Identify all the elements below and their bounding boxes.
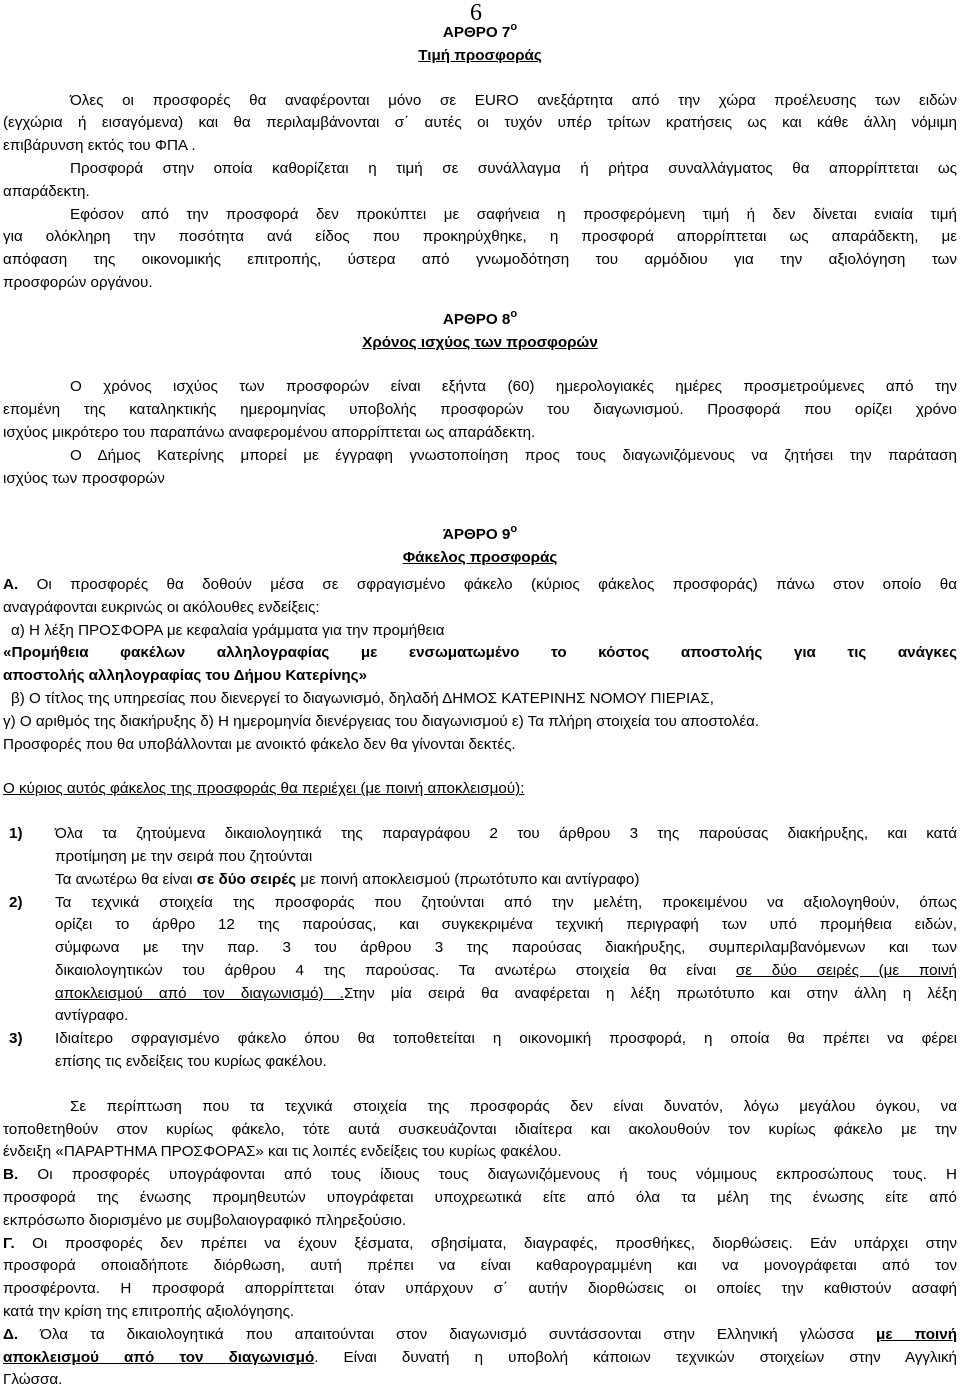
article-8-paragraph-1: Ο χρόνος ισχύος των προσφορών είναι εξήντα (60) ημερολογιακές ημέρες προσμετρούμενες από την επομένη της καταληκτικής ημερομηνίας υποβολής προσφορών του διαγωνισμού. Προσφορά που ορίζει χρόνο ισχύος μικρότερο του παραπάνω αναφερομένου απορρίπτεται ως απαράδεκτη. (3, 378, 957, 441)
article-7-paragraph-2: Προσφορά στην οποία καθορίζεται η τιμή σε συνάλλαγμα ή ρήτρα συναλλάγματος θα απορρίπτεται ως απαράδεκτη. (3, 159, 957, 200)
article-7-subtitle: Τιμή προσφοράς (418, 46, 542, 64)
document-page (3, 0, 957, 1392)
list-item-1: 1) Όλα τα ζητούμενα δικαιολογητικά της παραγράφου 2 του άρθρου 3 της παρούσας διακήρυξης, και κατά προτίμηση με την σειρά που ζητούνται Τα ανωτέρω θα είναι σε δύο σειρές με ποινή αποκλεισμού (πρωτότυπο και αντίγραφο) (9, 825, 957, 888)
page-number: 6 (470, 0, 482, 26)
article-8-subtitle: Χρόνος ισχύος των προσφορών (362, 333, 598, 351)
main-envelope-contents: Ο κύριος αυτός φάκελος της προσφοράς θα περιέχει (με ποινή αποκλεισμού): (3, 780, 525, 798)
article-9-section-a: Α. Οι προσφορές θα δοθούν μέσα σε σφραγισμένο φάκελο (κύριος φάκελος προσφοράς) πάνω στον οποίο θα αναγράφονται ευκρινώς οι ακόλουθες ενδείξεις: α) Η λέξη ΠΡΟΣΦΟΡΑ με κεφαλαία γράμματα για την προμήθεια «Προμήθεια φακέλων αλληλογραφίας με ενσωματωμένο το κόστος αποστολής για τις ανάγκες αποστολής αλληλογραφίας του Δήμου Κατερίνης» β) Ο τίτλος της υπηρεσίας που διενεργεί το διαγωνισμό, δηλαδή ΔΗΜΟΣ ΚΑΤΕΡΙΝΗΣ ΝΟΜΟΥ ΠΙΕΡΙΑΣ, γ) Ο αριθμός της διακήρυξης δ) Η ημερομηνία διενέργειας του διαγωνισμού ε) Τα πλήρη στοιχεία του αποστολέα. Προσφορές που θα υποβάλλονται με ανοικτό φάκελο δεν θα γίνονται δεκτές. (3, 575, 957, 753)
article-8-paragraph-2: Ο Δήμος Κατερίνης μπορεί με έγγραφη γνωστοποίηση προς τους διαγωνιζόμενους να ζητήσει την παράταση ισχύος των προσφορών (3, 446, 957, 487)
article-7-paragraph-3: Εφόσον από την προσφορά δεν προκύπτει με σαφήνεια η προσφερόμενη τιμή ή δεν δίνεται ενιαία τιμή για ολόκληρη την ποσότητα ανά είδος που προκηρύχθηκε, η προσφορά απορρίπτεται ως απαράδεκτη, με απόφαση της οικονομικής επιτροπής, ύστερα από γνωμοδότηση του αρμόδιου για την αξιολόγηση των προσφορών οργάνου. (3, 205, 957, 291)
article-9-heading: ΆΡΘΡΟ $9^o$ (442, 523, 518, 544)
list-item-2: 2) Τα τεχνικά στοιχεία της προσφοράς που ζητούνται από την μελέτη, προκειμένου να αξιολογηθούν, όπως ορίζει το άρθρο 12 της παρούσας, και συγκεκριμένα τεχνική περιγραφή των υπό προμήθεια ειδών, σύμφωνα με την παρ. 3 του άρθρου 3 της παρούσας διακήρυξης, συμπεριλαμβανόμενων και των δικαιολογητικών του άρθρου 4 της παρούσας. Τα ανωτέρω στοιχεία θα είναι σε δύο σειρές (με ποινή αποκλεισμού από τον διαγωνισμό) .Στην μία σειρά θα αναφέρεται η λέξη πρωτότυπο και στην άλλη η λέξη αντίγραφο. (9, 893, 957, 1025)
article-8-heading: ΑΡΘΡΟ $8^o$ (442, 307, 518, 328)
article-9-section-c: Γ. Οι προσφορές δεν πρέπει να έχουν ξέσματα, σβησίματα, διαγραφές, προσθήκες, διορθώσεις. Εάν υπάρχει στην προσφορά οποιαδήποτε διόρθωση, αυτή πρέπει να είναι καθαρογραμμένη και να μονογράφεται από τον προσφέροντα. Η προσφορά απορρίπτεται όταν υπάρχουν σ΄ αυτήν διορθώσεις οι οποίες την καθιστούν ασαφή κατά την κρίση της επιτροπής αξιολόγησης. (3, 1234, 957, 1321)
list-item-3: 3) Ιδιαίτερο σφραγισμένο φάκελο όπου θα τοποθετείται η οικονομική προσφορά, η οποία θα πρέπει να φέρει επίσης τις ενδείξεις του κυρίως φακέλου. (9, 1030, 957, 1071)
article-7-heading: ΑΡΘΡΟ $7^o$ (442, 21, 518, 41)
article-7-paragraph-1: Όλες οι προσφορές θα αναφέρονται μόνο σε EURO ανεξάρτητα από την χώρα προέλευσης των ειδών (εγχώρια ή εισαγόμενα) και θα περιλαμβάνονται σ΄ αυτές οι τυχόν υπέρ τρίτων κρατήσεις ως και κάθε άλλη νόμιμη επιβάρυνση εκτός του ΦΠΑ . (3, 91, 957, 155)
article-9-subtitle: Φάκελος προσφοράς (402, 549, 558, 567)
technical-data-paragraph: Σε περίπτωση που τα τεχνικά στοιχεία της προσφοράς δεν είναι δυνατόν, λόγω μεγάλου όγκου, να τοποθετηθούν στον κυρίως φάκελο, τότε αυτά συσκευάζονται ιδιαίτερα και ακολουθούν τον κυρίως φάκελο με την ένδειξη «ΠΑΡΑΡΤΗΜΑ ΠΡΟΣΦΟΡΑΣ» και τις λοιπές ενδείξεις του κυρίως φακέλου. (3, 1097, 957, 1161)
article-9-section-b: Β. Οι προσφορές υπογράφονται από τους ίδιους τους διαγωνιζόμενους ή τους νόμιμους εκπροσώπους τους. Η προσφορά της ένωσης προμηθευτών υπογράφεται υποχρεωτικά είτε από όλα τα μέλη της ένωσης είτε από εκπρόσωπο διορισμένο με συμβολαιογραφικό πληρεξούσιο. (3, 1166, 957, 1229)
article-9-section-d: Δ. Όλα τα δικαιολογητικά που απαιτούνται στον διαγωνισμό συντάσσονται στην Ελληνική γλώσσα με ποινή αποκλεισμού από τον διαγωνισμό. Είναι δυνατή η υποβολή κάποιων τεχνικών στοιχείων στην Αγγλική Γλώσσα. (3, 1325, 957, 1389)
